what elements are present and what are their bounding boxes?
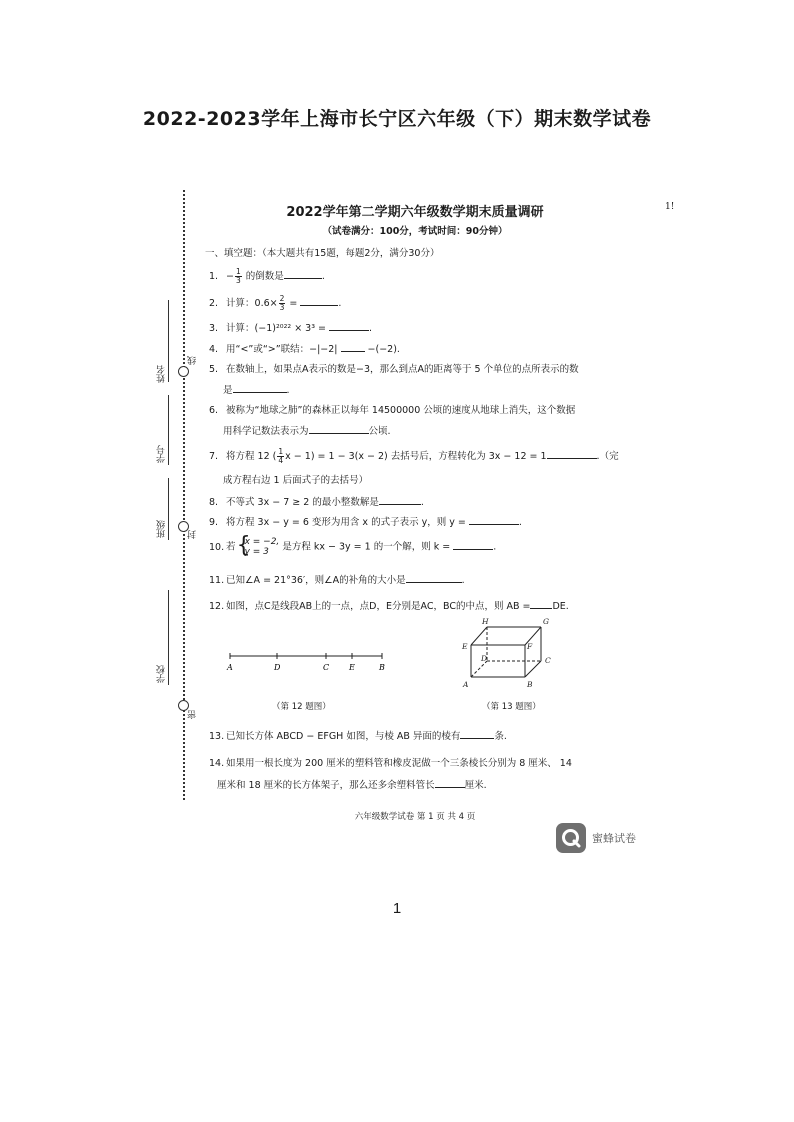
vertex-label-C: C	[545, 656, 551, 665]
secret-mark: 密	[188, 710, 198, 719]
section-heading: 一、填空题：（本大题共有15题，每题2分，满分30分）	[205, 248, 440, 259]
answer-blank[interactable]	[233, 382, 287, 393]
question-12: 12. 如图，点C是线段AB上的一点，点D，E分别是AC，BC的中点，则 AB = DE.	[209, 598, 569, 612]
answer-blank[interactable]	[300, 295, 338, 306]
point-label-A: A	[227, 663, 233, 672]
figure-13-caption: （第 13 题图）	[482, 702, 541, 712]
logo-q-icon	[556, 823, 586, 853]
answer-blank[interactable]	[530, 598, 552, 609]
question-5: 5. 在数轴上，如果点A表示的数是−3，那么到点A的距离等于 5 个单位的点所表示的数	[209, 364, 579, 375]
corner-mark: 1!	[665, 202, 675, 212]
line-mark: 线	[188, 356, 198, 365]
vertex-label-E: E	[462, 642, 468, 651]
student-id-label: 学号	[157, 445, 167, 463]
point-label-B: B	[379, 663, 385, 672]
point-label-C: C	[323, 663, 330, 672]
watermark-text: 蜜蜂试卷	[592, 832, 636, 845]
vertex-label-A: A	[463, 680, 469, 689]
school-field-line	[168, 590, 169, 685]
name-field-line	[168, 300, 169, 382]
question-2: 2. 计算：0.6× $\frac{2}{3}$ = .	[209, 294, 342, 312]
school-label: 学校	[157, 665, 167, 683]
question-4: 4. 用“<”或“>”联结：−|−2| −(−2).	[209, 341, 400, 355]
binding-circle	[178, 366, 189, 377]
document-title: 2022-2023学年上海市长宁区六年级（下）期末数学试卷	[142, 108, 652, 130]
equation-system: { x = −2, y = 3	[239, 537, 280, 557]
question-7-continued: 成方程右边 1 后面式子的去括号）	[223, 475, 369, 486]
answer-blank[interactable]	[460, 728, 494, 739]
class-field-line	[168, 478, 169, 540]
question-5-continued: 是 .	[223, 382, 290, 396]
vertex-label-B: B	[527, 680, 533, 689]
question-13: 13. 已知长方体 ABCD − EFGH 如图，与棱 AB 异面的棱有 条.	[209, 728, 507, 742]
exam-title: 2022学年第二学期六年级数学期末质量调研	[286, 205, 544, 220]
answer-blank[interactable]	[379, 494, 421, 505]
question-9: 9. 将方程 3x − y = 6 变形为用含 x 的式子表示 y，则 y = .	[209, 514, 522, 528]
answer-blank[interactable]	[453, 539, 493, 550]
answer-blank[interactable]	[435, 777, 465, 788]
question-7: 7. 将方程 12 ( $\frac{1}{4}$ x − 1) = 1 − 3(x − 2) 去括号后，方程转化为 3x − 12 = 1 .（完	[209, 447, 619, 465]
class-label: 班级	[157, 520, 167, 538]
vertex-label-D: D	[481, 654, 488, 663]
question-3: 3. 计算：(−1)²⁰²² × 3³ = .	[209, 320, 372, 334]
answer-blank[interactable]	[341, 341, 365, 352]
point-label-D: D	[274, 663, 281, 672]
answer-blank[interactable]	[329, 320, 369, 331]
question-14: 14. 如果用一根长度为 200 厘米的塑料管和橡皮泥做一个三条棱长分别为 8 厘米、 14	[209, 758, 572, 769]
name-label: 姓名	[157, 365, 167, 383]
vertex-label-H: H	[482, 617, 489, 626]
question-14-continued: 厘米和 18 厘米的长方体架子，那么还多余塑料管长 厘米.	[217, 777, 487, 791]
vertex-label-F: F	[527, 642, 533, 651]
question-11: 11. 已知∠A = 21°36′，则∠A的补角的大小是 .	[209, 572, 465, 586]
question-10: 10. 若 { x = −2, y = 3 是方程 kx − 3y = 1 的一个解，则 k = .	[209, 537, 496, 557]
answer-blank[interactable]	[406, 572, 462, 583]
question-8: 8. 不等式 3x − 7 ≥ 2 的最小整数解是 .	[209, 494, 424, 508]
question-6-continued: 用科学记数法表示为 公顷.	[223, 423, 391, 437]
question-1: 1. − $\frac{1}{3}$ 的倒数是 .	[209, 267, 325, 285]
exam-meta: （试卷满分：100分，考试时间：90分钟）	[322, 226, 508, 237]
figure-12-segment	[222, 648, 392, 672]
answer-blank[interactable]	[309, 423, 369, 434]
figure-12-caption: （第 12 题图）	[272, 702, 331, 712]
page-number: 1	[392, 900, 402, 917]
exam-footer: 六年级数学试卷 第 1 页 共 4 页	[354, 812, 476, 822]
figure-13-cuboid	[455, 615, 560, 693]
answer-blank[interactable]	[469, 514, 519, 525]
seal-mark: 封	[188, 530, 198, 539]
point-label-E: E	[349, 663, 355, 672]
answer-blank[interactable]	[547, 448, 597, 459]
vertex-label-G: G	[543, 617, 549, 626]
student-id-field-line	[168, 395, 169, 465]
question-6: 6. 被称为“地球之肺”的森林正以每年 14500000 公顷的速度从地球上消失，这个数据	[209, 405, 576, 416]
answer-blank[interactable]	[284, 268, 322, 279]
